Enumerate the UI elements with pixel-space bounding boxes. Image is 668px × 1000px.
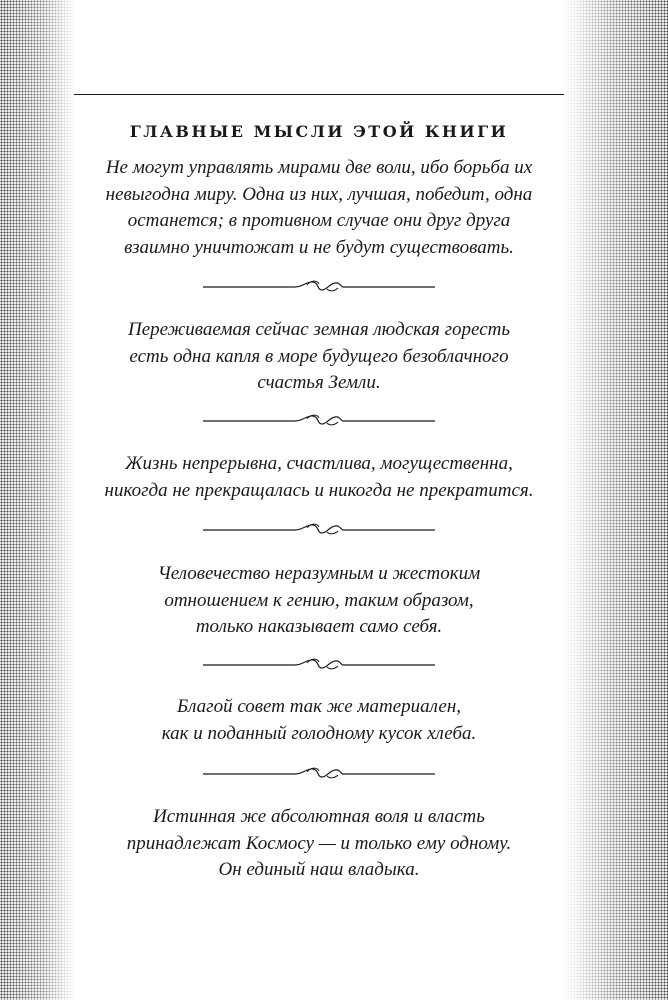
ornamental-divider — [203, 276, 435, 296]
thought-line: Жизнь непрерывна, счастлива, могущественна, — [125, 453, 513, 474]
book-page — [74, 0, 564, 1000]
thought-line: только наказывает само себя. — [195, 616, 443, 637]
thought-line: никогда не прекращалась и никогда не прекратится. — [104, 479, 534, 501]
ornamental-divider — [203, 410, 435, 430]
ornamental-divider — [203, 763, 435, 783]
thought-line: счастья Земли. — [257, 372, 381, 393]
thought-block — [74, 804, 564, 884]
ornamental-divider — [203, 654, 435, 674]
thought-block — [74, 561, 564, 641]
thought-block — [74, 694, 564, 747]
thought-block — [74, 155, 564, 261]
right-halftone-border — [564, 0, 668, 1000]
top-rule — [74, 94, 564, 95]
thought-line: Не могут управлять мирами две воли, ибо борьба их — [105, 157, 533, 178]
page-title: ГЛАВНЫЕ МЫСЛИ ЭТОЙ КНИГИ — [129, 122, 509, 141]
thought-line: отношением к гению, таким образом, — [164, 589, 474, 611]
thought-line: Истинная же абсолютная воля и власть — [153, 806, 485, 827]
thought-line: останется; в противном случае они друг друга — [127, 210, 511, 231]
thought-line: Человечество неразумным и жестоким — [157, 563, 481, 584]
thought-line: Он единый наш владыка. — [218, 859, 420, 880]
thought-line: взаимно уничтожат и не будут существовать. — [124, 236, 514, 258]
thought-block — [74, 317, 564, 397]
thought-block — [74, 451, 564, 504]
thought-line: как и поданный голодному кусок хлеба. — [161, 722, 477, 744]
thought-line: Переживаемая сейчас земная людская горесть — [127, 319, 511, 340]
thought-line: принадлежат Космосу — и только ему одному. — [126, 832, 512, 854]
thought-line: есть одна капля в море будущего безоблачного — [129, 345, 509, 367]
left-halftone-border — [0, 0, 74, 1000]
thought-line: невыгодна миру. Одна из них, лучшая, победит, одна — [105, 183, 533, 205]
ornamental-divider — [203, 519, 435, 539]
thought-line: Благой совет так же материален, — [176, 696, 462, 717]
